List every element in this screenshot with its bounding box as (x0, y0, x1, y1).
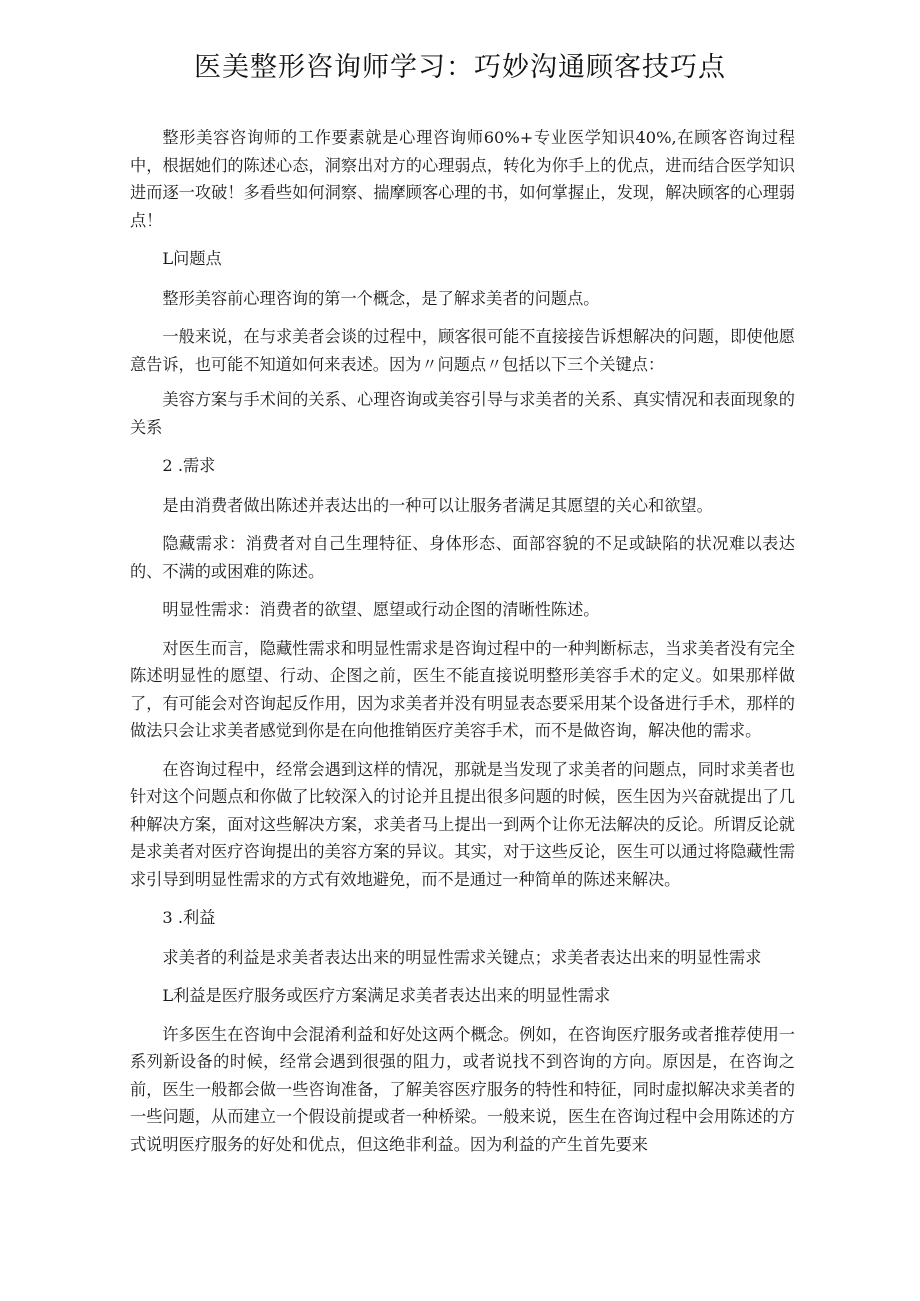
document-title: 医美整形咨询师学习：巧妙沟通顾客技巧点 (194, 52, 726, 83)
body-paragraph: 对医生而言，隐藏性需求和明显性需求是咨询过程中的一种判断标志，当求美者没有完全陈述明显性的愿望、行动、企图之前，医生不能直接说明整形美容手术的定义。如果那样做了，有可能会对咨询起反作用，因为求美者并没有明显表态要采用某个设备进行手术，那样的做法只会让求美者感觉到你是在向他推销医疗美容手术，而不是做咨询，解决他的需求。 (130, 638, 795, 740)
section-heading-problem-point: L问题点 (162, 249, 222, 268)
body-paragraph: 求美者的利益是求美者表达出来的明显性需求关键点；求美者表达出来的明显性需求 (162, 947, 762, 967)
body-paragraph: 明显性需求：消费者的欲望、愿望或行动企图的清晰性陈述。 (162, 600, 600, 619)
body-paragraph: 一般来说，在与求美者会谈的过程中，顾客很可能不直接接告诉想解决的问题，即使他愿意告诉，也可能不知道如何来表述。因为〃问题点〃包括以下三个关键点： (130, 327, 795, 374)
body-paragraph: 是由消费者做出陈述并表达出的一种可以让服务者满足其愿望的关心和欲望。 (162, 495, 713, 515)
body-paragraph: 许多医生在咨询中会混淆利益和好处这两个概念。例如，在咨询医疗服务或者推荐使用一系列新设备的时候，经常会遇到很强的阻力，或者说找不到咨询的方向。原因是，在咨询之前，医生一般都会做一些咨询准备，了解美容医疗服务的特性和特征，同时虚拟解决求美者的一些问题，从而建立一个假设前提或者一种桥梁。一般来说，医生在咨询过程中会用陈述的方式说明医疗服务的好处和优点，但这绝非利益。因为利益的产生首先要来 (130, 1024, 795, 1154)
body-paragraph: 在咨询过程中，经常会遇到这样的情况，那就是当发现了求美者的问题点，同时求美者也针对这个问题点和你做了比较深入的讨论并且提出很多问题的时候，医生因为兴奋就提出了几种解决方案，面对这些解决方案，求美者马上提出一到两个让你无法解决的反论。所谓反论就是求美者对医疗咨询提出的美容方案的异议。其实，对于这些反论，医生可以通过将隐藏性需求引导到明显性需求的方式有效地避免，而不是通过一种简单的陈述来解决。 (130, 759, 795, 889)
intro-paragraph: 整形美容咨询师的工作要素就是心理咨询师60%+专业医学知识40%,在顾客咨询过程中，根据她们的陈述心态，洞察出对方的心理弱点，转化为你手上的优点，进而结合医学知识进而逐一攻破！多看些如何洞察、揣摩顾客心理的书，如何掌握止，发现，解决顾客的心理弱点！ (130, 128, 795, 230)
body-paragraph: 隐藏需求：消费者对自己生理特征、身体形态、面部容貌的不足或缺陷的状况难以表达的、不满的或困难的陈述。 (130, 534, 795, 581)
body-paragraph: L利益是医疗服务或医疗方案满足求美者表达出来的明显性需求 (162, 986, 611, 1005)
section-heading-benefits: 3 .利益 (162, 908, 216, 927)
body-paragraph: 整形美容前心理咨询的第一个概念，是了解求美者的问题点。 (162, 288, 600, 308)
section-heading-needs: 2 .需求 (162, 456, 216, 475)
document-body (130, 124, 795, 1169)
body-paragraph: 美容方案与手术间的关系、心理咨询或美容引导与求美者的关系、真实情况和表面现象的关系 (130, 390, 795, 437)
